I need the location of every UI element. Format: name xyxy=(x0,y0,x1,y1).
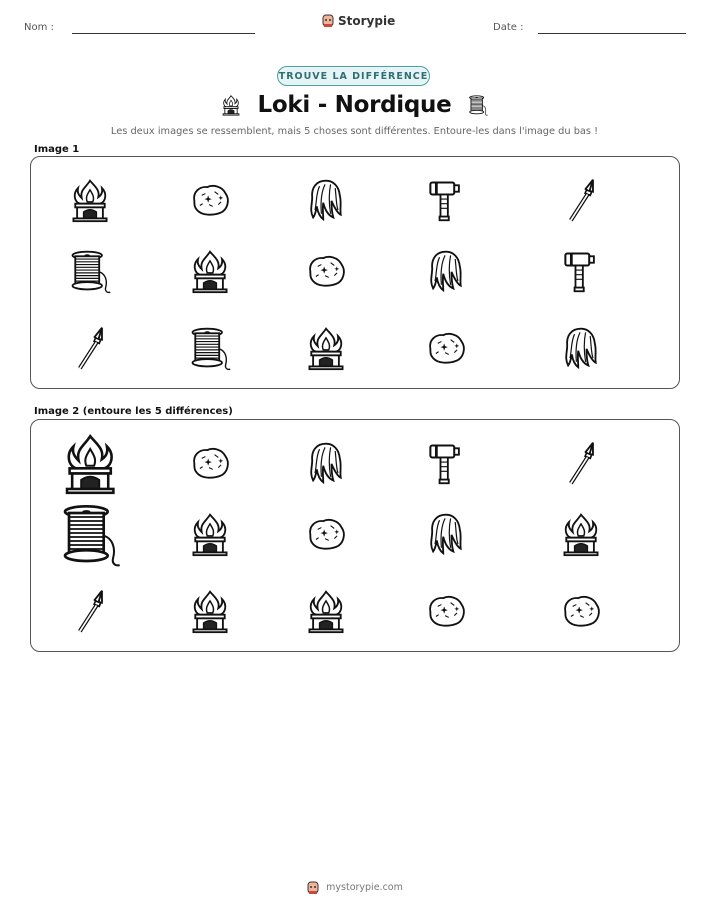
storypie-mascot-icon xyxy=(321,13,335,28)
title-row xyxy=(0,90,709,120)
footer xyxy=(0,880,709,895)
hammer-icon xyxy=(558,248,604,294)
worksheet-header xyxy=(0,0,709,46)
rock-icon xyxy=(303,248,349,294)
forge-icon xyxy=(187,248,233,294)
rock-icon[interactable] xyxy=(423,588,469,634)
footer-url[interactable]: mystorypie.com xyxy=(326,882,403,893)
spear-icon[interactable] xyxy=(67,588,113,634)
hair-icon[interactable] xyxy=(423,511,469,557)
hammer-icon xyxy=(423,177,469,223)
thread-spool-icon xyxy=(187,325,233,371)
date-line[interactable] xyxy=(538,33,686,34)
page-title: Loki - Nordique xyxy=(257,92,452,118)
hair-icon xyxy=(423,248,469,294)
rock-icon[interactable] xyxy=(303,511,349,557)
rock-icon[interactable] xyxy=(558,588,604,634)
activity-badge: TROUVE LA DIFFÉRENCE xyxy=(277,66,430,86)
storypie-logo xyxy=(321,13,395,28)
forge-icon[interactable] xyxy=(558,511,604,557)
brand-name: Storypie xyxy=(338,13,396,28)
spear-icon xyxy=(67,325,113,371)
thread-spool-icon xyxy=(67,248,113,294)
hair-icon[interactable] xyxy=(303,440,349,486)
name-label: Nom : xyxy=(24,22,54,33)
image2-label: Image 2 (entoure les 5 différences) xyxy=(34,406,233,417)
spear-icon xyxy=(558,177,604,223)
forge-icon[interactable] xyxy=(303,588,349,634)
forge-icon xyxy=(303,325,349,371)
rock-icon[interactable] xyxy=(187,440,233,486)
hair-icon xyxy=(558,325,604,371)
forge-icon[interactable] xyxy=(187,588,233,634)
name-line[interactable] xyxy=(72,33,255,34)
image1-panel xyxy=(30,156,680,389)
forge-icon[interactable] xyxy=(58,431,122,495)
date-label: Date : xyxy=(493,22,524,33)
thread-spool-icon xyxy=(467,90,489,120)
storypie-mascot-icon xyxy=(306,880,320,895)
forge-icon[interactable] xyxy=(187,511,233,557)
instructions: Les deux images se ressemblent, mais 5 choses sont différentes. Entoure-les dans l'image du bas ! xyxy=(110,126,599,137)
image2-panel[interactable] xyxy=(30,419,680,652)
rock-icon xyxy=(423,325,469,371)
forge-icon xyxy=(220,90,242,120)
spear-icon[interactable] xyxy=(558,440,604,486)
rock-icon xyxy=(187,177,233,223)
forge-icon xyxy=(67,177,113,223)
hair-icon xyxy=(303,177,349,223)
image1-label: Image 1 xyxy=(34,144,80,155)
thread-spool-icon[interactable] xyxy=(57,501,124,568)
hammer-icon[interactable] xyxy=(423,440,469,486)
